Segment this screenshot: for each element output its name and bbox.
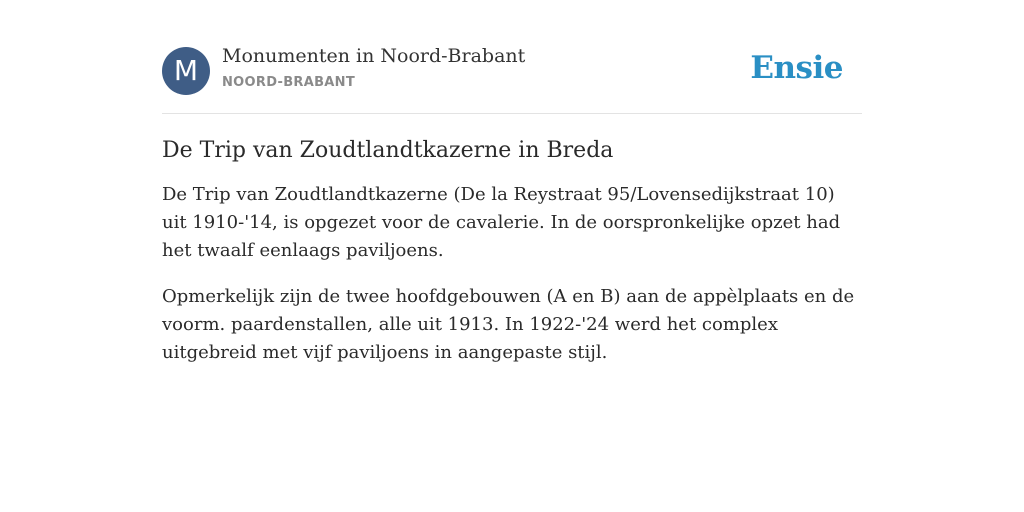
avatar[interactable]: M	[162, 47, 210, 95]
collection-header	[162, 0, 862, 114]
ensie-logo[interactable]: Ensie	[750, 50, 843, 86]
paragraph: Opmerkelijk zijn de twee hoofdgebouwen (A en B) aan de appèlplaats en de voorm. paardenstallen, alle uit 1913. In 1922-'24 werd het complex uitgebreid met vijf paviljoens in aangepaste stijl.	[162, 286, 855, 363]
collection-title[interactable]: Monumenten in Noord-Brabant	[222, 45, 526, 67]
entry-card	[162, 0, 862, 367]
page-title: De Trip van Zoudtlandtkazerne in Breda	[162, 138, 614, 163]
collection-subtitle[interactable]: NOORD-BRABANT	[222, 75, 356, 90]
article-body	[162, 181, 862, 367]
paragraph: De Trip van Zoudtlandtkazerne (De la Reystraat 95/Lovensedijkstraat 10) uit 1910-'14, is opgezet voor de cavalerie. In de oorspronkelijke opzet had het twaalf eenlaags paviljoens.	[162, 184, 841, 261]
